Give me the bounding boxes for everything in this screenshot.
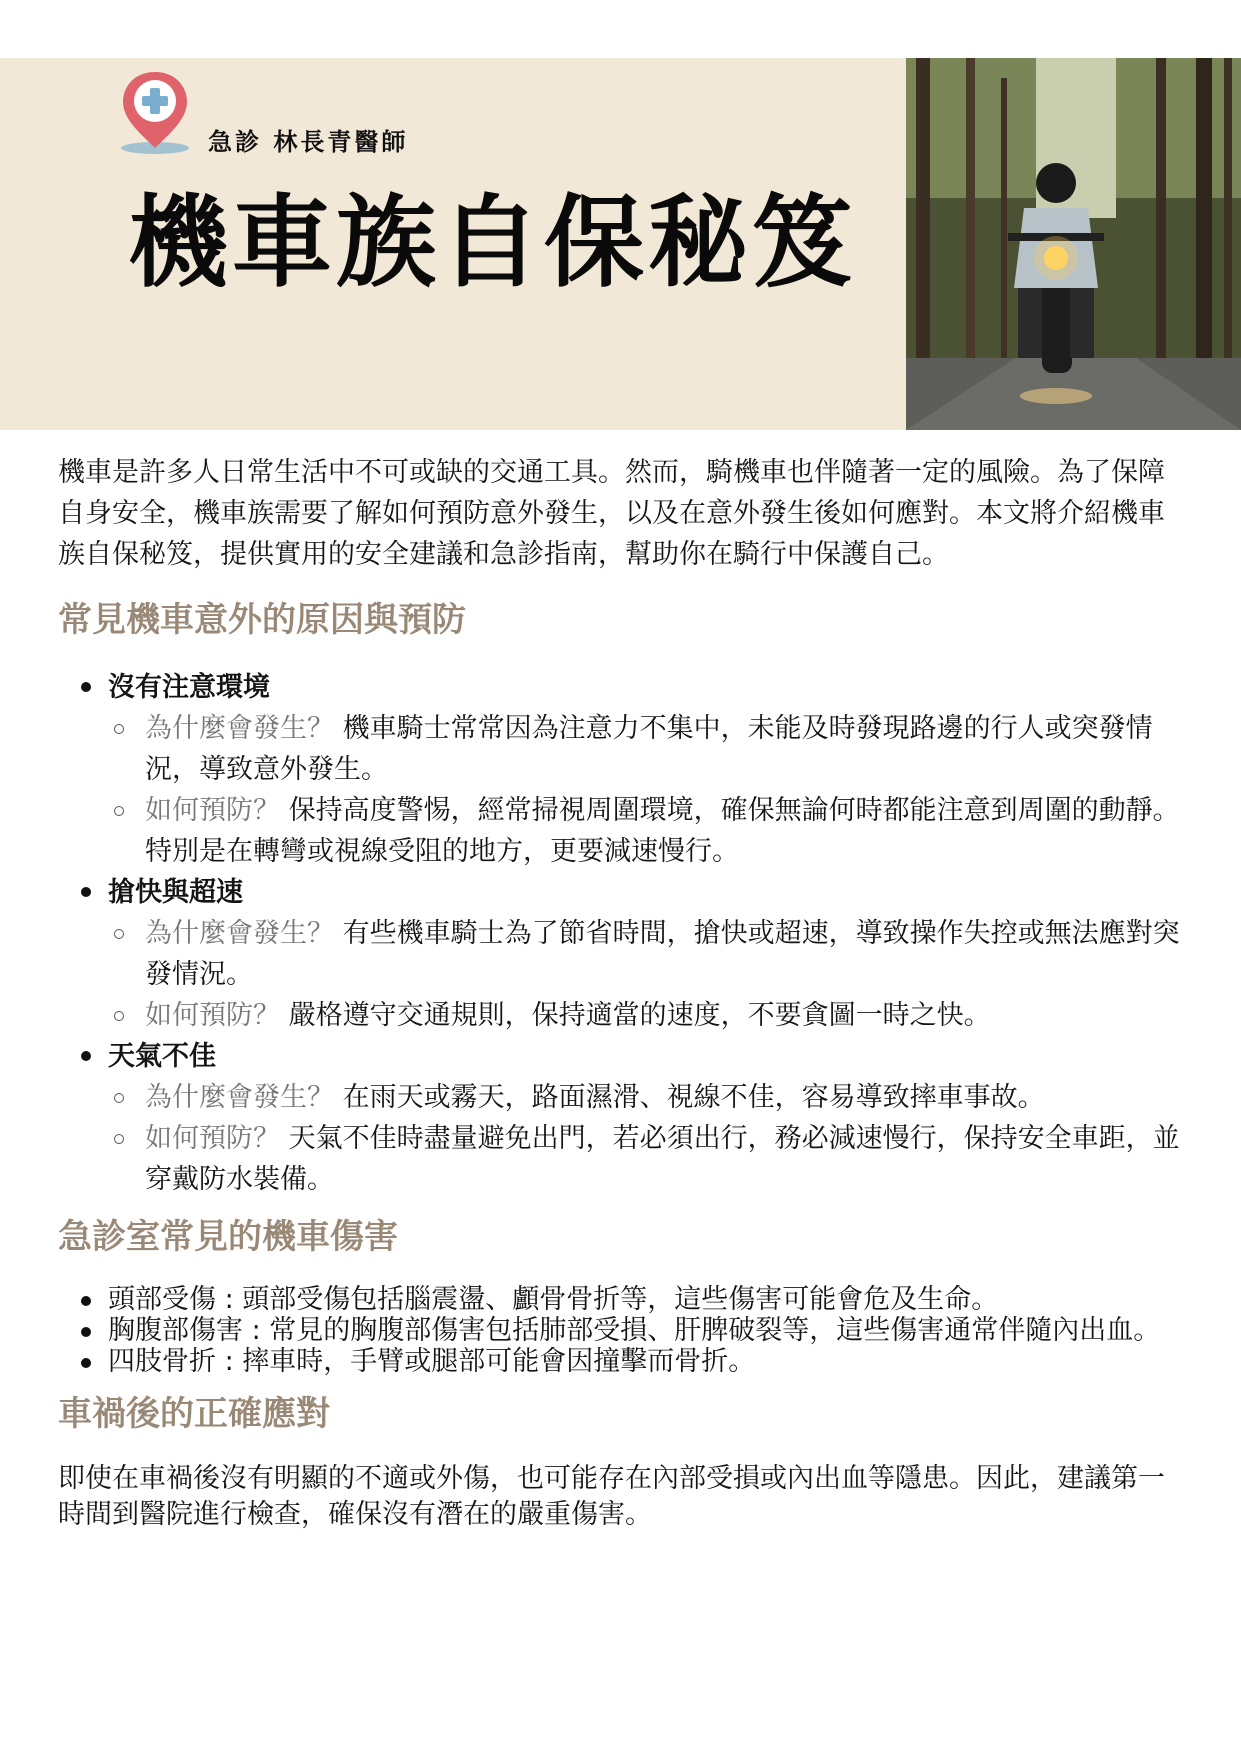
why-label: 為什麼會發生？ [145, 713, 334, 744]
bullet-icon [81, 1296, 91, 1306]
prevent-label: 如何預防？ [145, 1123, 280, 1154]
cause-item [58, 872, 1186, 1036]
prevent-item [108, 995, 1186, 1036]
hollow-bullet-icon [114, 1093, 124, 1103]
bullet-icon [81, 1327, 91, 1337]
cause-details [108, 708, 1186, 872]
hollow-bullet-icon [114, 806, 124, 816]
bullet-icon [81, 682, 91, 692]
cause-item [58, 1036, 1186, 1200]
why-text: 機車騎士常常因為注意力不集中，未能及時發現路邊的行人或突發情況，導致意外發生。 [145, 713, 1153, 785]
medical-location-pin-icon [119, 68, 191, 156]
cause-title: 沒有注意環境 [108, 672, 270, 703]
hollow-bullet-icon [114, 929, 124, 939]
doctor-label: 急診 林長青醫師 [208, 128, 409, 156]
injury-item [58, 1346, 1186, 1377]
cause-title: 搶快與超速 [108, 877, 243, 908]
why-text: 有些機車騎士為了節省時間，搶快或超速，導致操作失控或無法應對突發情況。 [145, 918, 1180, 990]
why-label: 為什麼會發生？ [145, 918, 334, 949]
prevent-item [108, 1118, 1186, 1200]
hollow-bullet-icon [114, 724, 124, 734]
causes-list [58, 667, 1186, 1200]
bullet-icon [81, 887, 91, 897]
why-text: 在雨天或霧天，路面濕滑、視線不佳，容易導致摔車事故。 [334, 1082, 1045, 1113]
cause-title: 天氣不佳 [108, 1041, 216, 1072]
hollow-bullet-icon [114, 1011, 124, 1021]
page-title: 機車族自保秘笈 [128, 184, 856, 301]
injury-item [58, 1315, 1186, 1346]
cause-details [108, 1077, 1186, 1200]
hollow-bullet-icon [114, 1134, 124, 1144]
motorcycle-photo [906, 58, 1241, 430]
why-item [108, 1077, 1186, 1118]
injury-text: 頭部受傷 : 頭部受傷包括腦震盪、顱骨骨折等，這些傷害可能會危及生命。 [108, 1284, 999, 1315]
section-heading-causes: 常見機車意外的原因與預防 [58, 600, 466, 640]
intro-paragraph: 機車是許多人日常生活中不可或缺的交通工具。然而，騎機車也伴隨著一定的風險。為了保障自身安全，機車族需要了解如何預防意外發生，以及在意外發生後如何應對。本文將介紹機車族自保秘笈，提供實用的安全建議和急診指南，幫助你在騎行中保護自己。 [58, 457, 1165, 570]
response-paragraph: 即使在車禍後沒有明顯的不適或外傷，也可能存在內部受損或內出血等隱患。因此，建議第一時間到醫院進行檢查，確保沒有潛在的嚴重傷害。 [58, 1463, 1165, 1530]
injury-text: 四肢骨折 : 摔車時，手臂或腿部可能會因撞擊而骨折。 [108, 1346, 756, 1377]
why-item [108, 913, 1186, 995]
prevent-text: 嚴格遵守交通規則，保持適當的速度，不要貪圖一時之快。 [280, 1000, 991, 1031]
cause-item [58, 667, 1186, 872]
prevent-label: 如何預防？ [145, 795, 280, 826]
bullet-icon [81, 1051, 91, 1061]
prevent-label: 如何預防？ [145, 1000, 280, 1031]
injury-item [58, 1284, 1186, 1315]
prevent-text: 保持高度警惕，經常掃視周圍環境，確保無論何時都能注意到周圍的動靜。特別是在轉彎或視線受阻的地方，更要減速慢行。 [145, 795, 1180, 867]
injuries-list [58, 1284, 1186, 1377]
main-content [58, 452, 1186, 1533]
prevent-text: 天氣不佳時盡量避免出門，若必須出行，務必減速慢行，保持安全車距，並穿戴防水裝備。 [145, 1123, 1180, 1195]
why-item [108, 708, 1186, 790]
prevent-item [108, 790, 1186, 872]
section-heading-response: 車禍後的正確應對 [58, 1394, 330, 1434]
section-heading-injuries: 急診室常見的機車傷害 [58, 1217, 398, 1257]
why-label: 為什麼會發生？ [145, 1082, 334, 1113]
bullet-icon [81, 1358, 91, 1368]
injury-text: 胸腹部傷害 : 常見的胸腹部傷害包括肺部受損、肝脾破裂等，這些傷害通常伴隨內出血。 [108, 1315, 1161, 1346]
cause-details [108, 913, 1186, 1036]
